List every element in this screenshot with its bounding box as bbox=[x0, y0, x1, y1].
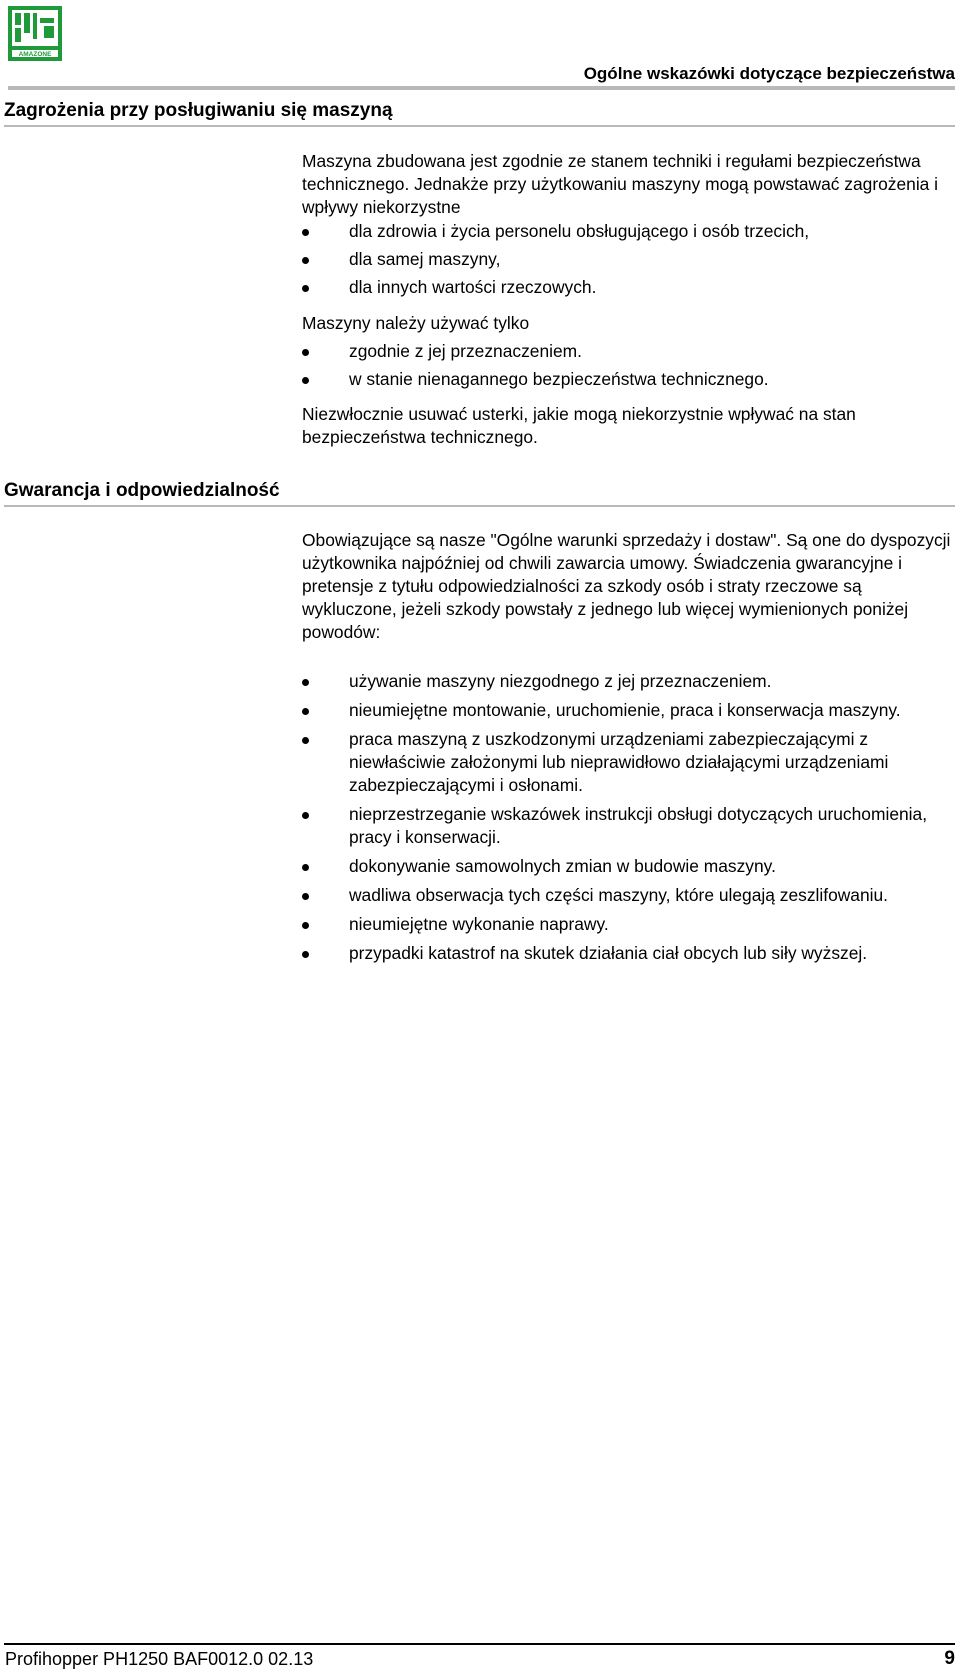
header-title: Ogólne wskazówki dotyczące bezpieczeństwa bbox=[583, 64, 955, 83]
list-item-text: dokonywanie samowolnych zmian w budowie maszyny. bbox=[349, 856, 776, 876]
section2-intro: Obowiązujące są nasze "Ogólne warunki sprzedaży i dostaw". Są one do dyspozycji użytkownika najpóźniej od chwili zawarcia umowy. Świadczenia gwarancyjne i pretensje z tytułu odpowiedzialności za szkody osób i straty rzeczowe są wykluczone, jeżeli szkody powstały z jednego lub więcej wymienionych poniżej powodów: bbox=[302, 530, 951, 642]
list-item-text: dla zdrowia i życia personelu obsługującego i osób trzecich, bbox=[349, 221, 810, 241]
amazone-logo-icon bbox=[8, 6, 62, 61]
amazone-logo bbox=[8, 6, 62, 61]
list-item-text: nieumiejętne montowanie, uruchomienie, praca i konserwacja maszyny. bbox=[349, 700, 901, 720]
header-divider bbox=[8, 86, 955, 90]
bullet-icon bbox=[302, 893, 309, 900]
footer-doc-id: Profihopper PH1250 BAF0012.0 02.13 bbox=[5, 1649, 314, 1669]
list-item-text: nieprzestrzeganie wskazówek instrukcji obsługi dotyczących uruchomienia, pracy i konserwacji. bbox=[349, 804, 928, 847]
list-item-text: w stanie nienagannego bezpieczeństwa technicznego. bbox=[349, 369, 769, 389]
list-item-text: dla samej maszyny, bbox=[349, 249, 501, 269]
bullet-list-use bbox=[302, 340, 952, 391]
list-item bbox=[302, 913, 952, 936]
list-item bbox=[302, 276, 952, 299]
section1-note: Niezwłocznie usuwać usterki, jakie mogą niekorzystnie wpływać na stan bezpieczeństwa technicznego. bbox=[302, 404, 856, 447]
list-item bbox=[302, 942, 952, 965]
list-item bbox=[302, 670, 952, 693]
bullet-icon bbox=[302, 349, 309, 356]
list-item-text: zgodnie z jej przeznaczeniem. bbox=[349, 341, 582, 361]
list-item bbox=[302, 220, 952, 243]
list-item-text: przypadki katastrof na skutek działania ciał obcych lub siły wyższej. bbox=[349, 943, 868, 963]
bullet-icon bbox=[302, 708, 309, 715]
bullet-icon bbox=[302, 229, 309, 236]
list-item-text: praca maszyną z uszkodzonymi urządzeniami zabezpieczającymi z niewłaściwie założonymi lub nieprawidłowo działającymi urządzeniami zabezpieczającymi i osłonami. bbox=[349, 729, 889, 795]
footer-divider bbox=[4, 1643, 955, 1645]
list-item bbox=[302, 368, 952, 391]
list-item bbox=[302, 803, 952, 849]
list-item-text: wadliwa obserwacja tych części maszyny, które ulegają zeszlifowaniu. bbox=[349, 885, 889, 905]
list-item-text: dla innych wartości rzeczowych. bbox=[349, 277, 597, 297]
list-item-text: nieumiejętne wykonanie naprawy. bbox=[349, 914, 609, 934]
list-item bbox=[302, 340, 952, 363]
section-divider bbox=[4, 505, 955, 507]
bullet-icon bbox=[302, 285, 309, 292]
bullet-icon bbox=[302, 377, 309, 384]
section-divider bbox=[4, 125, 955, 127]
bullet-icon bbox=[302, 951, 309, 958]
bullet-icon bbox=[302, 257, 309, 264]
bullet-list-exclusions bbox=[302, 670, 952, 965]
bullet-icon bbox=[302, 812, 309, 819]
logo-wordmark: AMAZONE bbox=[18, 51, 52, 58]
page-number: 9 bbox=[944, 1648, 955, 1669]
bullet-icon bbox=[302, 679, 309, 686]
list-item bbox=[302, 248, 952, 271]
list-item-text: używanie maszyny niezgodnego z jej przeznaczeniem. bbox=[349, 671, 772, 691]
use-only-text: Maszyny należy używać tylko bbox=[302, 313, 530, 333]
bullet-icon bbox=[302, 922, 309, 929]
bullet-icon bbox=[302, 737, 309, 744]
list-item bbox=[302, 699, 952, 722]
bullet-icon bbox=[302, 864, 309, 871]
list-item bbox=[302, 728, 952, 797]
section-title-warranty: Gwarancja i odpowiedzialność bbox=[4, 480, 280, 501]
list-item bbox=[302, 855, 952, 878]
list-item bbox=[302, 884, 952, 907]
section1-intro: Maszyna zbudowana jest zgodnie ze stanem techniki i regułami bezpieczeństwa technicznego. Jednakże przy użytkowaniu maszyny mogą powstawać zagrożenia i wpływy niekorzystne bbox=[302, 151, 939, 217]
bullet-list-hazards bbox=[302, 220, 952, 299]
section-title-hazards: Zagrożenia przy posługiwaniu się maszyną bbox=[4, 100, 393, 121]
